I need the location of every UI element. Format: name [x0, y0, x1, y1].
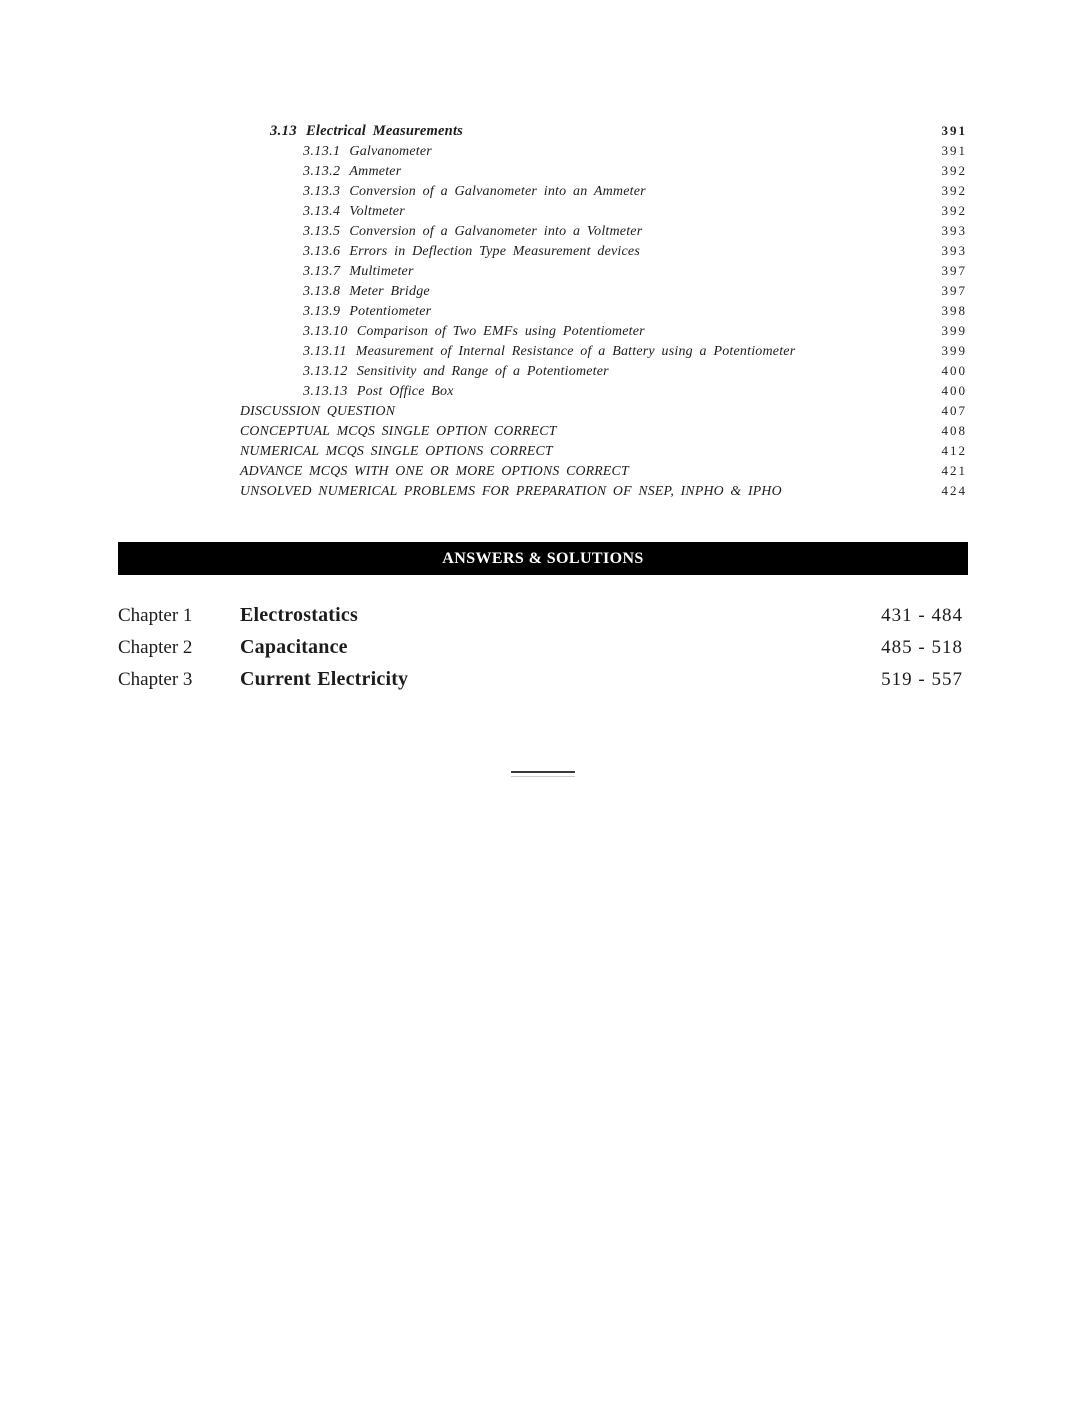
- toc-heading-title: CONCEPTUAL MCQS SINGLE OPTION CORRECT: [240, 423, 557, 438]
- toc-entry-row: [240, 343, 967, 363]
- toc-entry-row: [240, 303, 967, 323]
- toc-entry-number: 3.13.10: [303, 324, 348, 339]
- chapter-page-range: 485 - 518: [881, 637, 963, 658]
- toc-entry-title: Conversion of a Galvanometer into a Voltmeter: [349, 224, 643, 239]
- toc-entry-title: Measurement of Internal Resistance of a Battery using a Potentiometer: [355, 344, 796, 359]
- toc-entry-title: Potentiometer: [349, 304, 432, 319]
- toc-section-row: [240, 123, 967, 143]
- chapter-page-range: 519 - 557: [881, 669, 963, 690]
- chapter-row: [118, 604, 963, 636]
- toc-entry-title: Errors in Deflection Type Measurement devices: [349, 244, 640, 259]
- toc-page-number: 424: [941, 483, 967, 498]
- toc-page-number: 397: [941, 263, 967, 278]
- toc-page-number: 407: [941, 403, 967, 418]
- toc-page-number: 398: [941, 303, 967, 318]
- chapter-row: [118, 668, 963, 700]
- answers-solutions-banner: [118, 542, 968, 575]
- toc-heading-row: [240, 403, 967, 423]
- chapter-label: Chapter 3: [118, 669, 193, 690]
- toc-entry-number: 3.13.2: [303, 164, 341, 179]
- toc-entry-row: [240, 223, 967, 243]
- banner-title: ANSWERS & SOLUTIONS: [442, 549, 644, 567]
- toc-heading-row: [240, 443, 967, 463]
- toc-entry-number: 3.13.13: [303, 384, 348, 399]
- chapter-title: Capacitance: [240, 636, 348, 658]
- toc-entry-number: 3.13.6: [303, 244, 341, 259]
- table-of-contents: [240, 123, 967, 503]
- toc-entry-title: Sensitivity and Range of a Potentiometer: [356, 364, 609, 379]
- toc-entry-title: Voltmeter: [349, 204, 405, 219]
- toc-entry-row: [240, 203, 967, 223]
- chapter-page-range: 431 - 484: [881, 605, 963, 626]
- toc-heading-title: DISCUSSION QUESTION: [240, 403, 396, 418]
- toc-heading-title: UNSOLVED NUMERICAL PROBLEMS FOR PREPARATION OF NSEP, INPHO & IPHO: [240, 483, 782, 498]
- toc-page-number: 392: [941, 183, 967, 198]
- toc-page-number: 397: [941, 283, 967, 298]
- toc-entry-number: 3.13.8: [303, 284, 341, 299]
- toc-heading-row: [240, 423, 967, 443]
- toc-heading-title: ADVANCE MCQS WITH ONE OR MORE OPTIONS CORRECT: [240, 463, 629, 478]
- toc-entry-row: [240, 183, 967, 203]
- toc-page-number: 421: [941, 463, 967, 478]
- toc-entry-number: 3.13.5: [303, 224, 341, 239]
- toc-entry-title: Galvanometer: [349, 144, 432, 159]
- toc-heading-row: [240, 483, 967, 503]
- toc-entry-row: [240, 163, 967, 183]
- toc-page-number: 400: [941, 363, 967, 378]
- toc-heading-title: NUMERICAL MCQS SINGLE OPTIONS CORRECT: [240, 443, 553, 458]
- toc-entry-title: Post Office Box: [356, 384, 454, 399]
- chapter-index: [118, 604, 963, 700]
- toc-entry-row: [240, 143, 967, 163]
- toc-entry-number: 3.13.3: [303, 184, 341, 199]
- toc-entry-number: 3.13.11: [303, 344, 347, 359]
- toc-entry-row: [240, 243, 967, 263]
- toc-entry-number: 3.13.12: [303, 364, 348, 379]
- chapter-label: Chapter 1: [118, 605, 193, 626]
- toc-entry-row: [240, 263, 967, 283]
- toc-entry-number: 3.13.4: [303, 204, 341, 219]
- toc-page-number: 392: [941, 163, 967, 178]
- toc-entry-row: [240, 323, 967, 343]
- toc-entry-title: Meter Bridge: [349, 284, 430, 299]
- chapter-title: Electrostatics: [240, 604, 358, 626]
- toc-page-number: 408: [941, 423, 967, 438]
- toc-entry-number: 3.13.9: [303, 304, 341, 319]
- toc-page-number: 400: [941, 383, 967, 398]
- toc-section-title: Electrical Measurements: [305, 123, 464, 139]
- toc-entry-title: Multimeter: [349, 264, 414, 279]
- toc-entry-row: [240, 283, 967, 303]
- toc-entry-title: Conversion of a Galvanometer into an Ammeter: [349, 184, 646, 199]
- toc-heading-row: [240, 463, 967, 483]
- chapter-row: [118, 636, 963, 668]
- toc-entry-title: Comparison of Two EMFs using Potentiometer: [356, 324, 645, 339]
- toc-entry-title: Ammeter: [349, 164, 402, 179]
- toc-page-number: 393: [941, 223, 967, 238]
- toc-entry-number: 3.13.1: [303, 144, 341, 159]
- toc-page-number: 391: [941, 143, 967, 158]
- toc-entry-row: [240, 363, 967, 383]
- divider-line: [511, 771, 575, 777]
- toc-page-number: 391: [941, 123, 967, 138]
- toc-page-number: 392: [941, 203, 967, 218]
- toc-entry-row: [240, 383, 967, 403]
- toc-section-number: 3.13: [270, 123, 297, 139]
- toc-page-number: 399: [941, 343, 967, 358]
- toc-entry-number: 3.13.7: [303, 264, 341, 279]
- chapter-title: Current Electricity: [240, 668, 409, 690]
- chapter-label: Chapter 2: [118, 637, 193, 658]
- toc-page-number: 393: [941, 243, 967, 258]
- toc-page-number: 412: [941, 443, 967, 458]
- toc-page-number: 399: [941, 323, 967, 338]
